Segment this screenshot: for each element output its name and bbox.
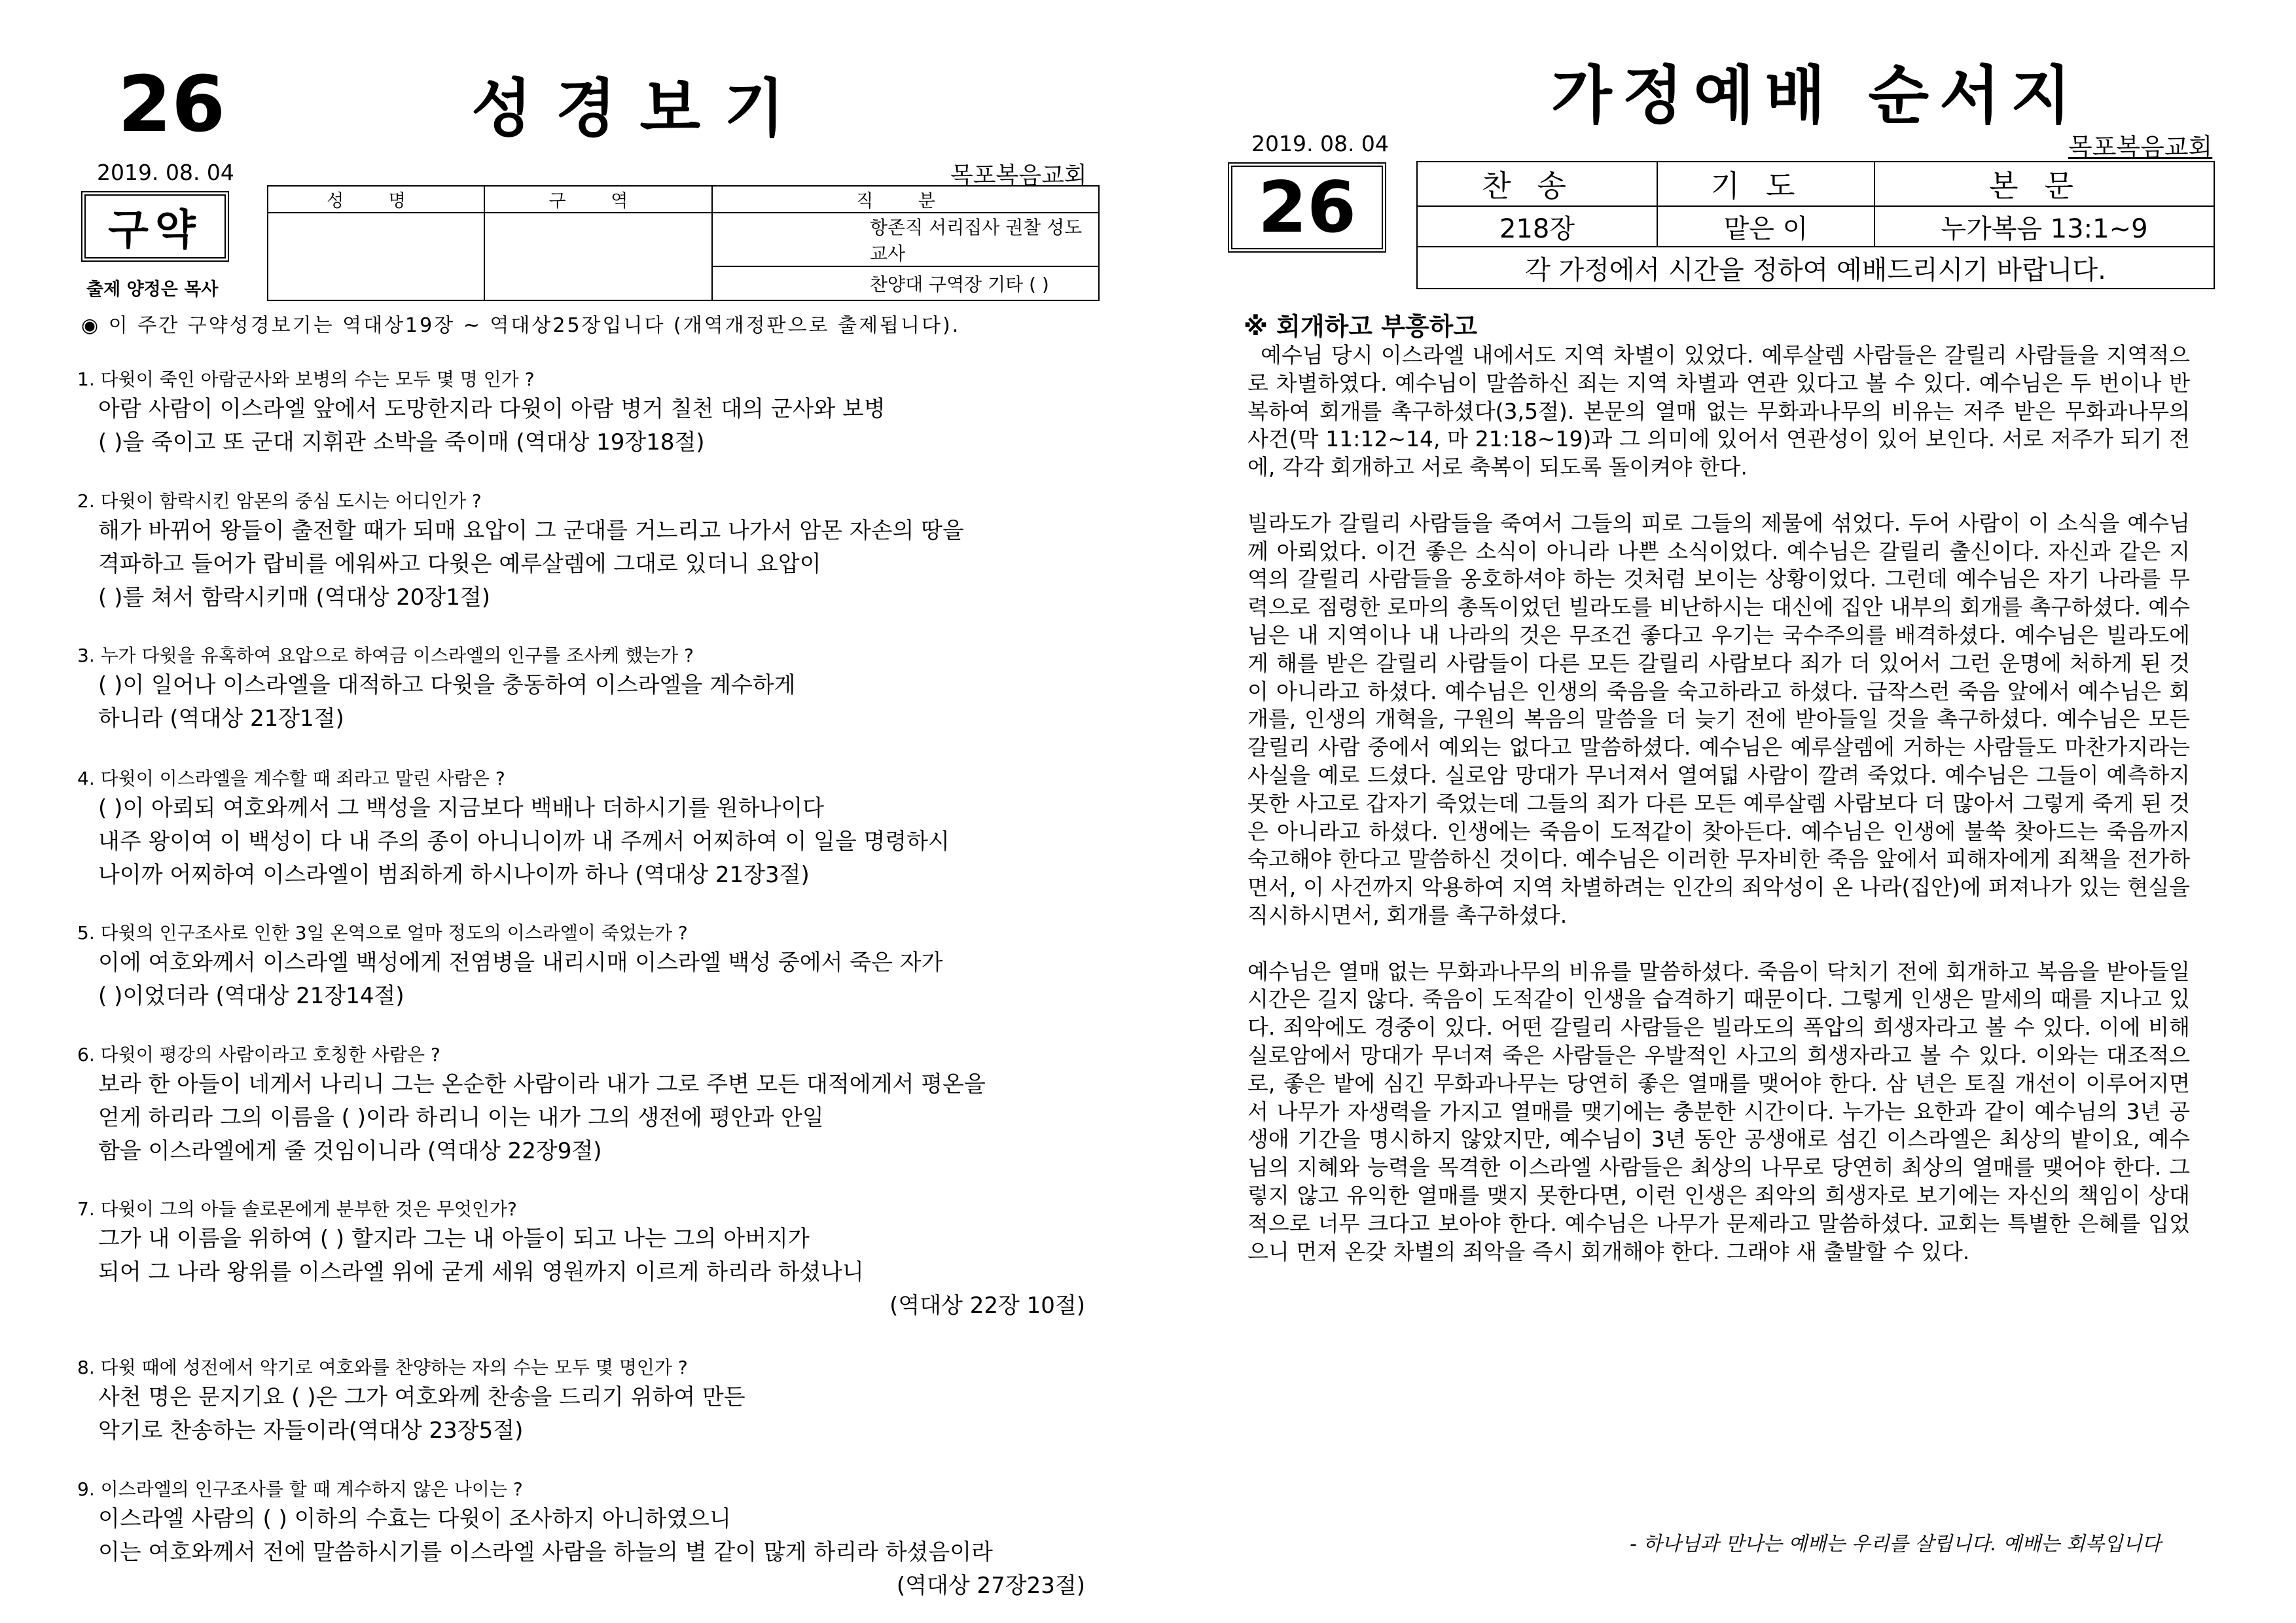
question-text: 6. 다윗이 평강의 사람이라고 호칭한 사람은 ? [77, 1044, 440, 1065]
question-text: 8. 다윗 때에 성전에서 악기로 여호와를 찬양하는 자의 수는 모두 몇 명인가 ? [77, 1357, 688, 1378]
header-name: 성 명 [268, 186, 484, 213]
worship-order-table [1416, 161, 2215, 289]
question-1 [77, 366, 1111, 459]
question-line: 함을 이스라엘에게 줄 것임이니라 (역대상 22장9절) [98, 1138, 602, 1164]
participant-table [267, 185, 1100, 301]
order-header-text: 본문 [1874, 162, 2214, 206]
question-line: 보라 한 아들이 네게서 나리니 그는 온순한 사람이라 내가 그로 주변 모든 대적에게서 평온을 [98, 1071, 986, 1097]
question-3 [77, 643, 1111, 736]
question-line: ( )이 일어나 이스라엘을 대적하고 다윗을 충동하여 이스라엘을 계수하게 [98, 672, 796, 698]
sermon-paragraph: 빌라도가 갈릴리 사람들을 죽여서 그들의 피로 그들의 제물에 섞었다. 두어 사람이 이 소식을 예수님께 아뢰었다. 이건 좋은 소식이 아니라 나쁜 소식이었다. 예수님은 갈릴리 출신이다. 자신과 같은 지역의 갈릴리 사람들을 옹호하셔야 하는 것처럼 보이는 상황이었다. 그런데 예수님은 자기 나라를 무력으로 점령한 로마의 총독이었던 빌라도를 비난하시는 대신에 집안 내부의 회개를 촉구하셨다. 예수님은 내 지역이나 내 나라의 것은 무조건 좋다고 우기는 국수주의를 배격하셨다. 예수님은 빌라도에게 해를 받은 갈릴리 사람들이 다른 모든 갈릴리 사람보다 죄가 더 있어서 그런 운명에 처하게 된 것이 아니라고 하셨다. 예수님은 인생의 죽음을 숙고하라고 하셨다. 급작스런 죽음 앞에서 예수님은 회개를, 인생의 개혁을, 구원의 복음의 말씀을 더 늦기 전에 받아들일 것을 촉구하셨다. 예수님은 모든 갈릴리 사람 중에서 예외는 없다고 말씀하셨다. 예수님은 예루살렘에 거하는 사람들도 마찬가지라는 사실을 예로 드셨다. 실로암 망대가 무너져서 열여덟 사람이 깔려 죽었다. 예수님은 그들이 예측하지 못한 사고로 갑자기 죽었는데 그들의 죄가 다른 모든 예루살렘 사람보다 더 많아서 그렇게 죽게 된 것은 아니라고 하셨다. 인생에는 죽음이 도적같이 찾아든다. 예수님은 인생에 불쑥 찾아드는 죽음까지 숙고해야 한다고 말씀하신 것이다. 예수님은 이러한 무자비한 죽음 앞에서 피해자에게 죄책을 전가하면서, 이 사건까지 악용하여 지역 차별하려는 인간의 죄악성이 온 나라(집안)에 퍼져나가 있는 현실을 직시하시면서, 회개를 촉구하셨다. [1247, 510, 2190, 928]
question-text: 2. 다윗이 함락시킨 암몬의 중심 도시는 어디인가 ? [77, 490, 482, 512]
position-options-2[interactable]: 찬양대 구역장 기타 ( ) [712, 266, 1099, 300]
page-title-left: 성경보기 [471, 72, 808, 145]
question-line: ( )를 쳐서 함락시키매 (역대상 20장1절) [98, 584, 490, 611]
question-text: 7. 다윗이 그의 아들 솔로몬에게 분부한 것은 무엇인가? [77, 1198, 517, 1220]
question-2 [77, 488, 1111, 615]
church-name-right: 목포복음교회 [2068, 133, 2213, 162]
question-line: 해가 바뀌어 왕들이 출전할 때가 되매 요압이 그 군대를 거느리고 나가서 암몬 자손의 땅을 [98, 518, 964, 544]
order-note: 각 가정에서 시간을 정하여 예배드리시기 바랍니다. [1417, 247, 2214, 289]
question-line: 되어 그 나라 왕위를 이스라엘 위에 굳게 세워 영원까지 이르게 하리라 하셨나니 [98, 1259, 864, 1285]
sermon-paragraph: 예수님은 열매 없는 무화과나무의 비유를 말씀하셨다. 죽음이 닥치기 전에 회개하고 복음을 받아들일 시간은 길지 않다. 죽음이 도적같이 인생을 습격하기 때문이다. 그렇게 인생은 말세의 때를 지나고 있다. 죄악에도 경중이 있다. 어떤 갈릴리 사람들은 빌라도의 폭압의 희생자라고 볼 수 있다. 이에 비해 실로암에서 망대가 무너져 죽은 사람들은 우발적인 사고의 희생자라고 볼 수 있다. 이와는 대조적으로, 좋은 밭에 심긴 무화과나무는 당연히 좋은 열매를 맺어야 한다. 삼 년은 토질 개선이 이루어지면서 나무가 자생력을 가지고 열매를 맺기에는 충분한 시간이다. 누가는 요한과 같이 예수님의 3년 공생애 기간을 명시하지 않았지만, 예수님이 3년 동안 공생애로 섬긴 이스라엘은 최상의 밭이요, 예수님의 지혜와 능력을 목격한 이스라엘 사람들은 최상의 나무로 당연히 최상의 열매를 맺어야 한다. 그렇지 않고 유익한 열매를 맺지 못한다면, 이런 인생은 죄악의 희생자로 보기에는 자신의 책임이 상대적으로 너무 크다고 보아야 한다. 예수님은 나무가 문제라고 말씀하셨다. 교회는 특별한 은혜를 입었으니 먼저 온갖 차별의 죄악을 즉시 회개해야 한다. 그래야 새 출발할 수 있다. [1247, 958, 2190, 1264]
question-line: 이에 여호와께서 이스라엘 백성에게 전염병을 내리시매 이스라엘 백성 중에서 죽은 자가 [98, 950, 943, 976]
page-title-right: 가정예배 순서지 [1551, 59, 2082, 132]
question-reference: (역대상 27장23절) [896, 1573, 1085, 1599]
question-line: ( )이었더라 (역대상 21장14절) [98, 983, 404, 1009]
sermon-title: ※ 회개하고 부흥하고 [1244, 312, 1478, 341]
question-line: ( )이 아뢰되 여호와께서 그 백성을 지금보다 백배나 더하시기를 원하나이다 [98, 795, 825, 821]
intro-line: ◉ 이 주간 구약성경보기는 역대상19장 ~ 역대상25장입니다 (개역개정판으로 출제됩니다). [81, 314, 961, 337]
question-line: 격파하고 들어가 랍비를 에워싸고 다윗은 예루살렘에 그대로 있더니 요압이 [98, 551, 821, 577]
question-text: 1. 다윗이 죽인 아람군사와 보병의 수는 모두 몇 명 인가 ? [77, 368, 535, 390]
question-line: ( )을 죽이고 또 군대 지휘관 소박을 죽이매 (역대상 19장18절) [98, 429, 705, 455]
question-text: 5. 다윗의 인구조사로 인한 3일 온역으로 얼마 정도의 이스라엘이 죽었는가 ? [77, 922, 688, 944]
question-text: 4. 다윗이 이스라엘을 계수할 때 죄라고 말린 사람은 ? [77, 768, 505, 789]
order-prayer-value: 맡은 이 [1657, 206, 1874, 247]
question-reference: (역대상 22장 10절) [889, 1293, 1085, 1319]
question-line: 하니라 (역대상 21장1절) [98, 705, 344, 732]
question-line: 아람 사람이 이스라엘 앞에서 도망한지라 다윗이 아람 병거 칠천 대의 군사와 보병 [98, 396, 886, 422]
question-line: 이는 여호와께서 전에 말씀하시기를 이스라엘 사람을 하늘의 별 같이 많게 하리라 하셨음이라 [98, 1539, 993, 1565]
name-field[interactable] [268, 213, 484, 300]
author-line: 출제 양정은 목사 [86, 279, 219, 300]
question-5 [77, 920, 1111, 1013]
testament-label: 구약 [81, 191, 229, 262]
question-line: 그가 내 이름을 위하여 ( ) 할지라 그는 내 아들이 되고 나는 그의 아버지가 [98, 1226, 810, 1252]
question-line: 사천 명은 문지기요 ( )은 그가 여호와께 찬송을 드리기 위하여 만든 [98, 1384, 745, 1410]
date-left: 2019. 08. 04 [97, 160, 234, 185]
question-text: 9. 이스라엘의 인구조사를 할 때 계수하지 않은 나이는 ? [77, 1478, 523, 1500]
question-9 [77, 1476, 1111, 1603]
order-text-value: 누가복음 13:1~9 [1874, 206, 2214, 247]
question-text: 3. 누가 다윗을 유혹하여 요압으로 하여금 이스라엘의 인구를 조사케 했는가 ? [77, 645, 694, 666]
question-6 [77, 1042, 1111, 1168]
question-7 [77, 1196, 1111, 1323]
question-8 [77, 1355, 1111, 1448]
question-4 [77, 766, 1111, 892]
header-district: 구 역 [484, 186, 712, 213]
question-line: 나이까 어찌하여 이스라엘이 범죄하게 하시나이까 하나 (역대상 21장3절) [98, 862, 810, 888]
district-field[interactable] [484, 213, 712, 300]
issue-number-left: 26 [118, 59, 226, 149]
question-line: 내주 왕이여 이 백성이 다 내 주의 종이 아니니이까 내 주께서 어찌하여 이 일을 명령하시 [98, 829, 950, 855]
order-header-prayer: 기도 [1657, 162, 1874, 206]
header-position: 직 분 [712, 186, 1099, 213]
church-name-left: 목포복음교회 [950, 162, 1087, 189]
question-line: 악기로 찬송하는 자들이라(역대상 23장5절) [98, 1418, 524, 1444]
order-hymn-value: 218장 [1417, 206, 1657, 247]
sermon-paragraph: 예수님 당시 이스라엘 내에서도 지역 차별이 있었다. 예루살렘 사람들은 갈릴리 사람들을 지역적으로 차별하였다. 예수님이 말씀하신 죄는 지역 차별과 연관 있다고 볼 수 있다. 예수님은 두 번이나 반복하여 회개를 촉구하셨다(3,5절). 본문의 열매 없는 무화과나무의 비유는 저주 받은 무화과나무의 사건(막 11:12~14, 마 21:18~19)과 그 의미에 있어서 연관성이 있어 보인다. 서로 저주가 되기 전에, 각각 회개하고 서로 축복이 되도록 돌이켜야 한다. [1247, 342, 2190, 480]
order-header-hymn: 찬송 [1417, 162, 1657, 206]
question-line: 이스라엘 사람의 ( ) 이하의 수효는 다윗이 조사하지 아니하였으니 [98, 1506, 731, 1532]
position-options-1[interactable]: 항존직 서리집사 권찰 성도 교사 [712, 213, 1099, 266]
sermon-body [1247, 342, 2190, 1294]
date-right: 2019. 08. 04 [1251, 131, 1389, 156]
closing-line: - 하나님과 만나는 예배는 우리를 살립니다. 예배는 회복입니다 [1630, 1533, 2161, 1556]
question-line: 얻게 하리라 그의 이름을 ( )이라 하리니 이는 내가 그의 생전에 평안과 안일 [98, 1105, 824, 1131]
issue-number-right: 26 [1228, 162, 1386, 253]
